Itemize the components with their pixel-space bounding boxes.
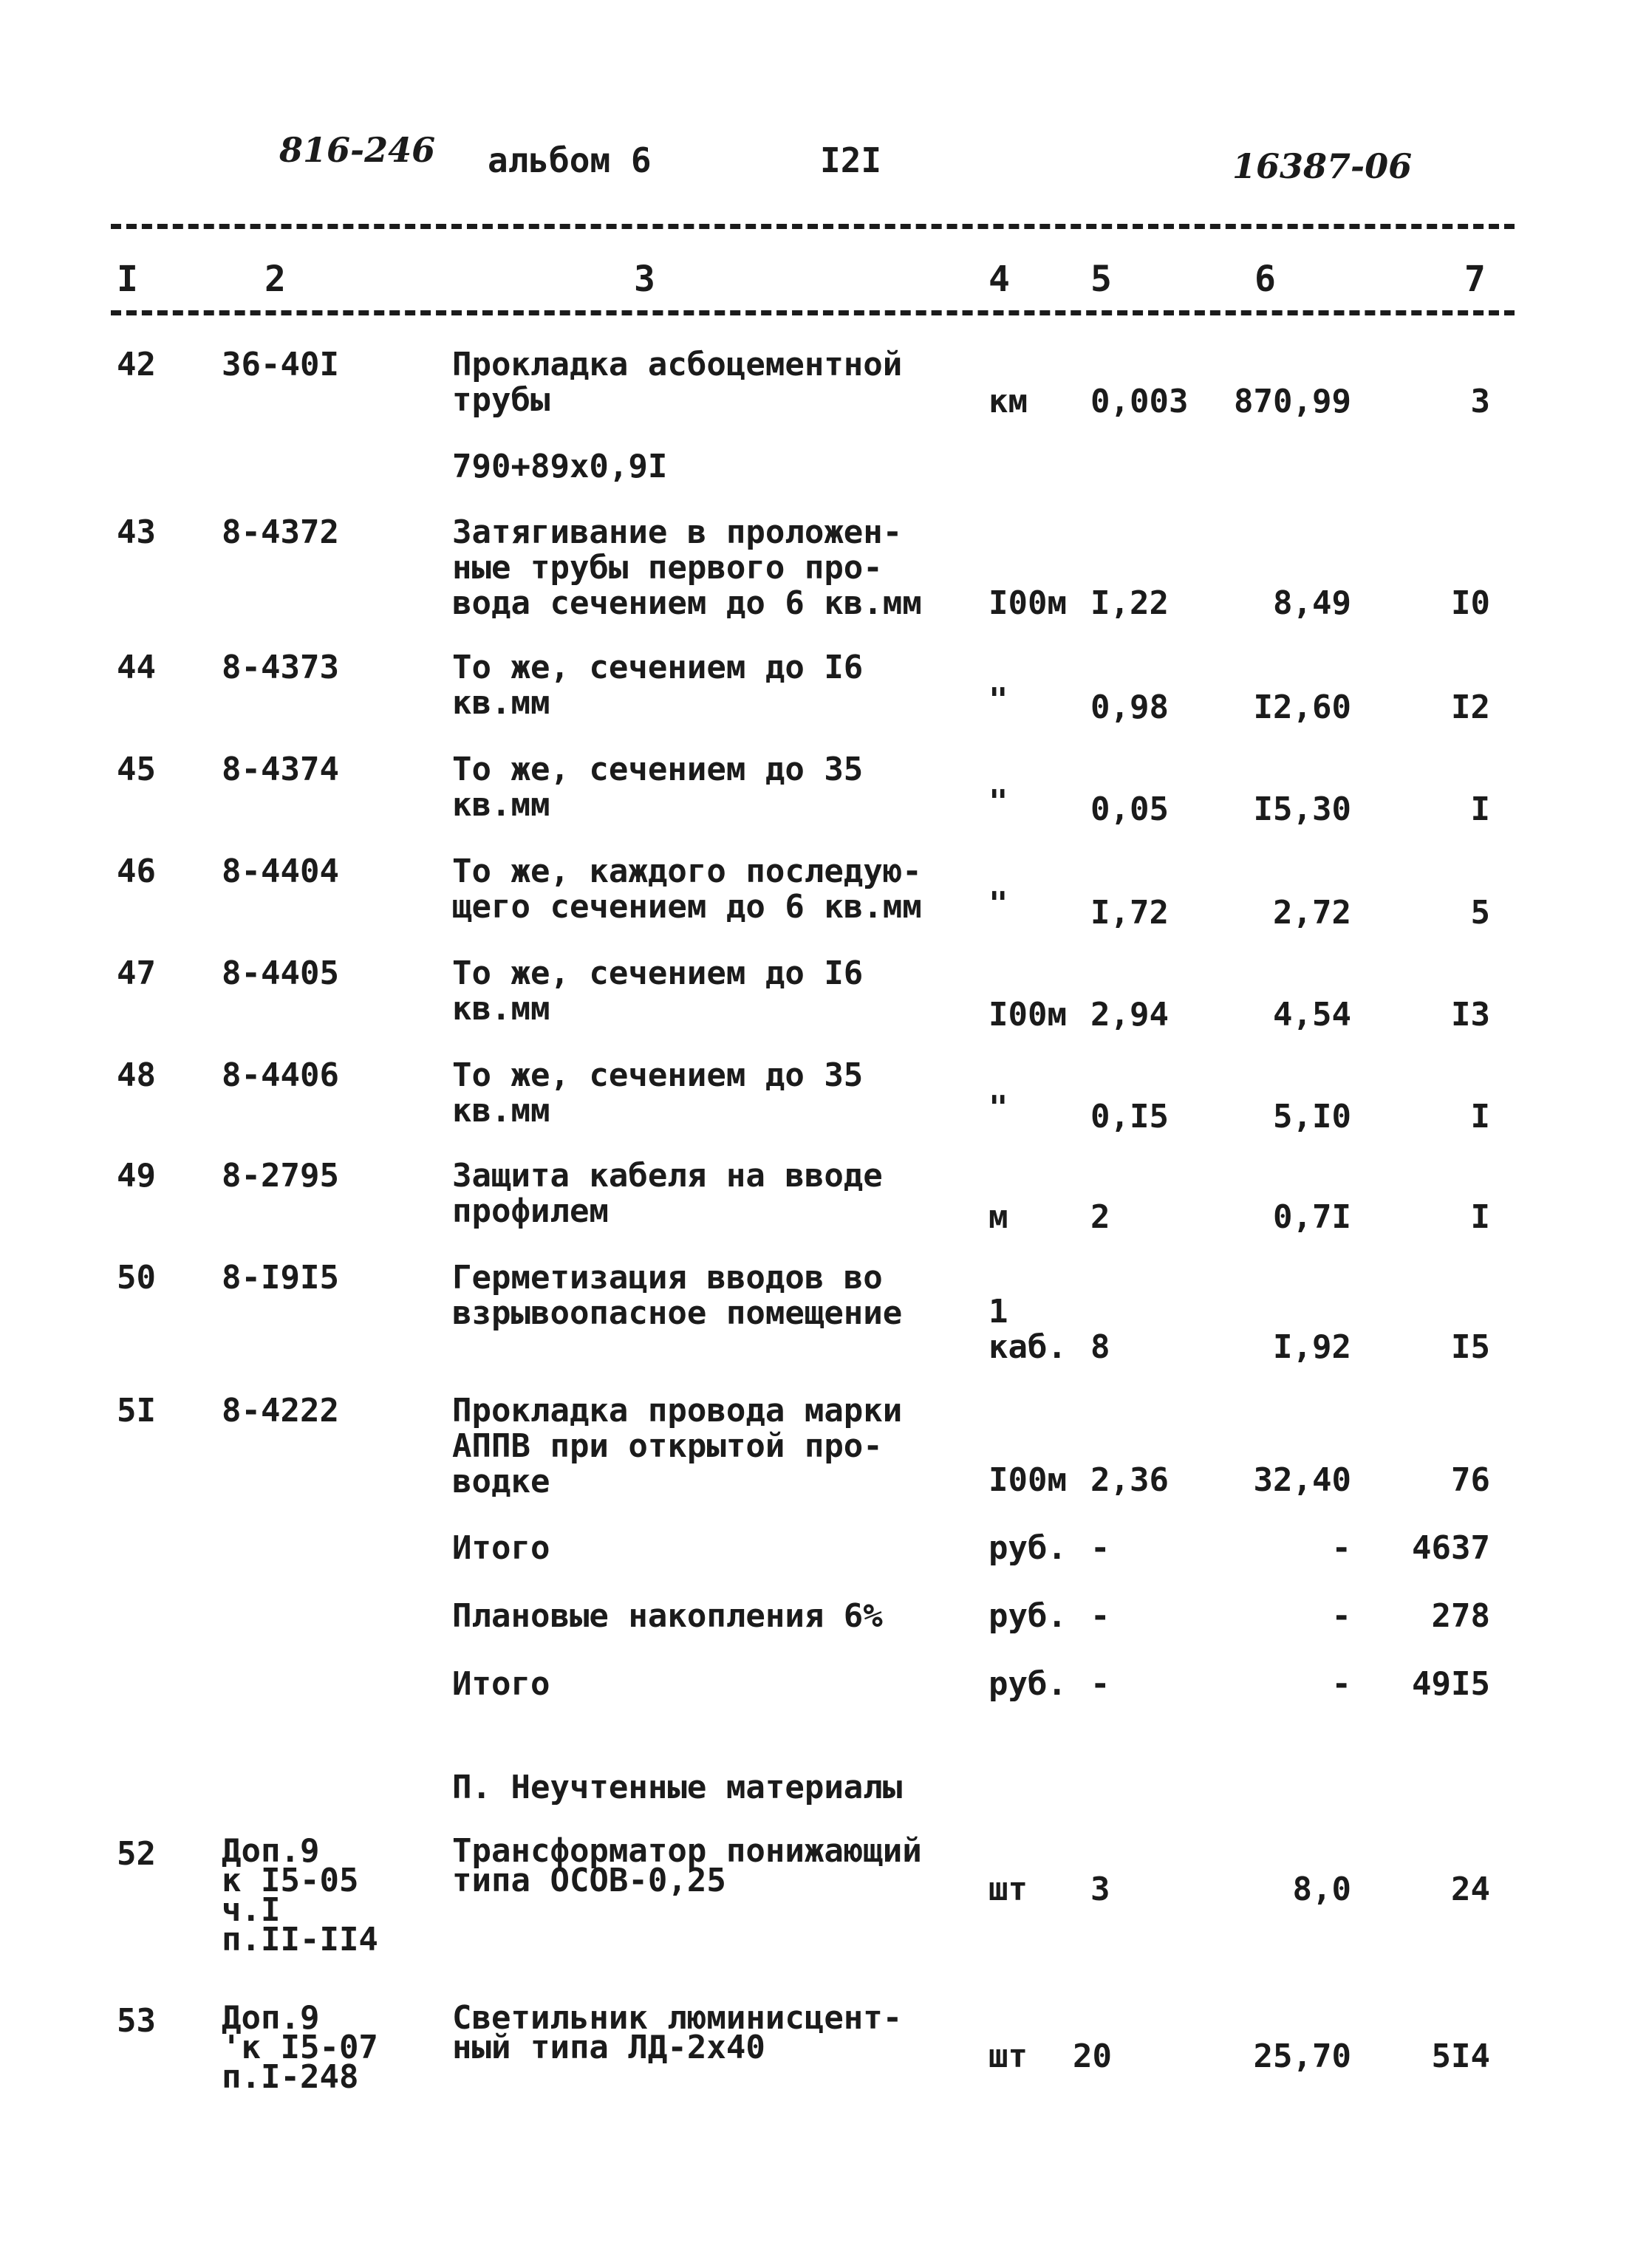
row-number: 48 [117, 1056, 156, 1094]
total: 24 [1451, 1871, 1490, 1908]
work-description: Герметизация вводов во взрывоопасное помещение [452, 1259, 903, 1332]
total: I5 [1451, 1328, 1490, 1366]
quantity: 0,I5 [1090, 1098, 1169, 1135]
total: I [1470, 1198, 1490, 1236]
unit: 1 каб. [989, 1293, 1067, 1366]
summary-unit: руб. [989, 1529, 1067, 1567]
unit-price: 8,49 [1273, 584, 1351, 622]
calculation-note: 790+89х0,9I [452, 448, 668, 485]
row-number: 47 [117, 954, 156, 992]
summary-price: - [1331, 1597, 1351, 1635]
unit-price: I,92 [1273, 1328, 1351, 1366]
work-description: То же, сечением до 35 кв.мм [452, 751, 864, 824]
summary-label: Плановые накопления 6% [452, 1597, 883, 1635]
summary-qty: - [1090, 1529, 1110, 1567]
quantity: 2 [1090, 1198, 1110, 1236]
column-number-4: 4 [989, 259, 1010, 300]
unit-price: 32,40 [1253, 1461, 1351, 1499]
total: 5 [1470, 894, 1490, 932]
header-divider [111, 310, 1515, 315]
unit: " [989, 681, 1008, 719]
summary-total: 4637 [1412, 1529, 1490, 1567]
row-number: 44 [117, 649, 156, 686]
row-number: 5I [117, 1392, 156, 1430]
rate-code: 8-4404 [222, 853, 339, 890]
unit-price: I5,30 [1253, 790, 1351, 828]
unit: " [989, 783, 1008, 821]
quantity: I,22 [1090, 584, 1169, 622]
quantity: I,72 [1090, 894, 1169, 932]
total: I3 [1451, 996, 1490, 1034]
album-code-handwritten: 816-246 [279, 130, 436, 170]
unit: " [989, 885, 1008, 923]
total: 5I4 [1431, 2038, 1490, 2075]
row-number: 45 [117, 751, 156, 788]
column-number-5: 5 [1090, 259, 1112, 300]
summary-unit: руб. [989, 1665, 1067, 1703]
unit: км [989, 383, 1028, 420]
unit: " [989, 1089, 1008, 1127]
rate-code: 8-2795 [222, 1157, 339, 1195]
work-description: Прокладка провода марки АППВ при открытой про- водке [452, 1392, 903, 1500]
total: 76 [1451, 1461, 1490, 1499]
quantity: 8 [1090, 1328, 1110, 1366]
unit-price: 2,72 [1273, 894, 1351, 932]
unit-price: 870,99 [1234, 383, 1351, 420]
row-number: 53 [117, 2002, 156, 2040]
summary-total: 278 [1431, 1597, 1490, 1635]
work-description: Прокладка асбоцементной трубы [452, 346, 903, 419]
rate-code: 36-40I [222, 346, 339, 383]
rate-code: 8-4405 [222, 954, 339, 992]
quantity: 0,003 [1090, 383, 1189, 420]
work-description: Затягивание в проложен- ные трубы первого про- вода сечением до 6 кв.мм [452, 513, 922, 622]
summary-total: 49I5 [1412, 1665, 1490, 1703]
unit-price: 8,0 [1292, 1871, 1351, 1908]
row-number: 46 [117, 853, 156, 890]
row-number: 43 [117, 513, 156, 551]
row-number: 49 [117, 1157, 156, 1195]
unit: шт [989, 2038, 1028, 2075]
document-number-handwritten: 16387-06 [1232, 146, 1413, 186]
summary-price: - [1331, 1529, 1351, 1567]
quantity: 0,05 [1090, 790, 1169, 828]
total: I0 [1451, 584, 1490, 622]
quantity: 2,94 [1090, 996, 1169, 1034]
column-number-6: 6 [1254, 259, 1276, 300]
unit: I00м [989, 996, 1067, 1034]
album-label: альбом 6 [488, 140, 652, 180]
work-description: Защита кабеля на вводе профилем [452, 1157, 883, 1230]
unit-price: 25,70 [1253, 2038, 1351, 2075]
top-divider [111, 224, 1515, 229]
column-number-3: 3 [634, 259, 655, 300]
row-number: 50 [117, 1259, 156, 1297]
unit: I00м [989, 584, 1067, 622]
column-number-2: 2 [264, 259, 286, 300]
unit: м [989, 1198, 1008, 1236]
work-description: То же, каждого последую- щего сечением до 6 кв.мм [452, 853, 922, 926]
reference-code: Доп.9 к I5-05 ч.I п.II-II4 [222, 1832, 378, 1958]
page-number: I2I [820, 140, 882, 180]
quantity: 20 [1073, 2038, 1112, 2075]
rate-code: 8-4222 [222, 1392, 339, 1430]
material-description: Светильник люминисцент- ный типа ЛД-2х40 [452, 1999, 903, 2066]
row-number: 52 [117, 1835, 156, 1873]
total: I [1470, 790, 1490, 828]
rate-code: 8-4373 [222, 649, 339, 686]
rate-code: 8-4406 [222, 1056, 339, 1094]
quantity: 2,36 [1090, 1461, 1169, 1499]
rate-code: 8-4372 [222, 513, 339, 551]
unit: I00м [989, 1461, 1067, 1499]
quantity: 0,98 [1090, 689, 1169, 726]
summary-price: - [1331, 1665, 1351, 1703]
summary-qty: - [1090, 1597, 1110, 1635]
unit: шт [989, 1871, 1028, 1908]
material-description: Трансформатор понижающий типа ОСОВ-0,25 [452, 1832, 922, 1899]
column-number-7: 7 [1464, 259, 1486, 300]
unit-price: I2,60 [1253, 689, 1351, 726]
unit-price: 0,7I [1273, 1198, 1351, 1236]
work-description: То же, сечением до 35 кв.мм [452, 1056, 864, 1130]
reference-code: Доп.9 'к I5-07 п.I-248 [222, 1999, 378, 2096]
rate-code: 8-4374 [222, 751, 339, 788]
summary-unit: руб. [989, 1597, 1067, 1635]
section-title: П. Неучтенные материалы [452, 1769, 903, 1806]
row-number: 42 [117, 346, 156, 383]
column-number-1: I [117, 259, 138, 300]
quantity: 3 [1090, 1871, 1110, 1908]
work-description: То же, сечением до I6 кв.мм [452, 649, 864, 722]
summary-qty: - [1090, 1665, 1110, 1703]
total: 3 [1470, 383, 1490, 420]
total: I2 [1451, 689, 1490, 726]
unit-price: 4,54 [1273, 996, 1351, 1034]
summary-label: Итого [452, 1665, 550, 1703]
summary-label: Итого [452, 1529, 550, 1567]
work-description: То же, сечением до I6 кв.мм [452, 954, 864, 1028]
unit-price: 5,I0 [1273, 1098, 1351, 1135]
total: I [1470, 1098, 1490, 1135]
rate-code: 8-I9I5 [222, 1259, 339, 1297]
